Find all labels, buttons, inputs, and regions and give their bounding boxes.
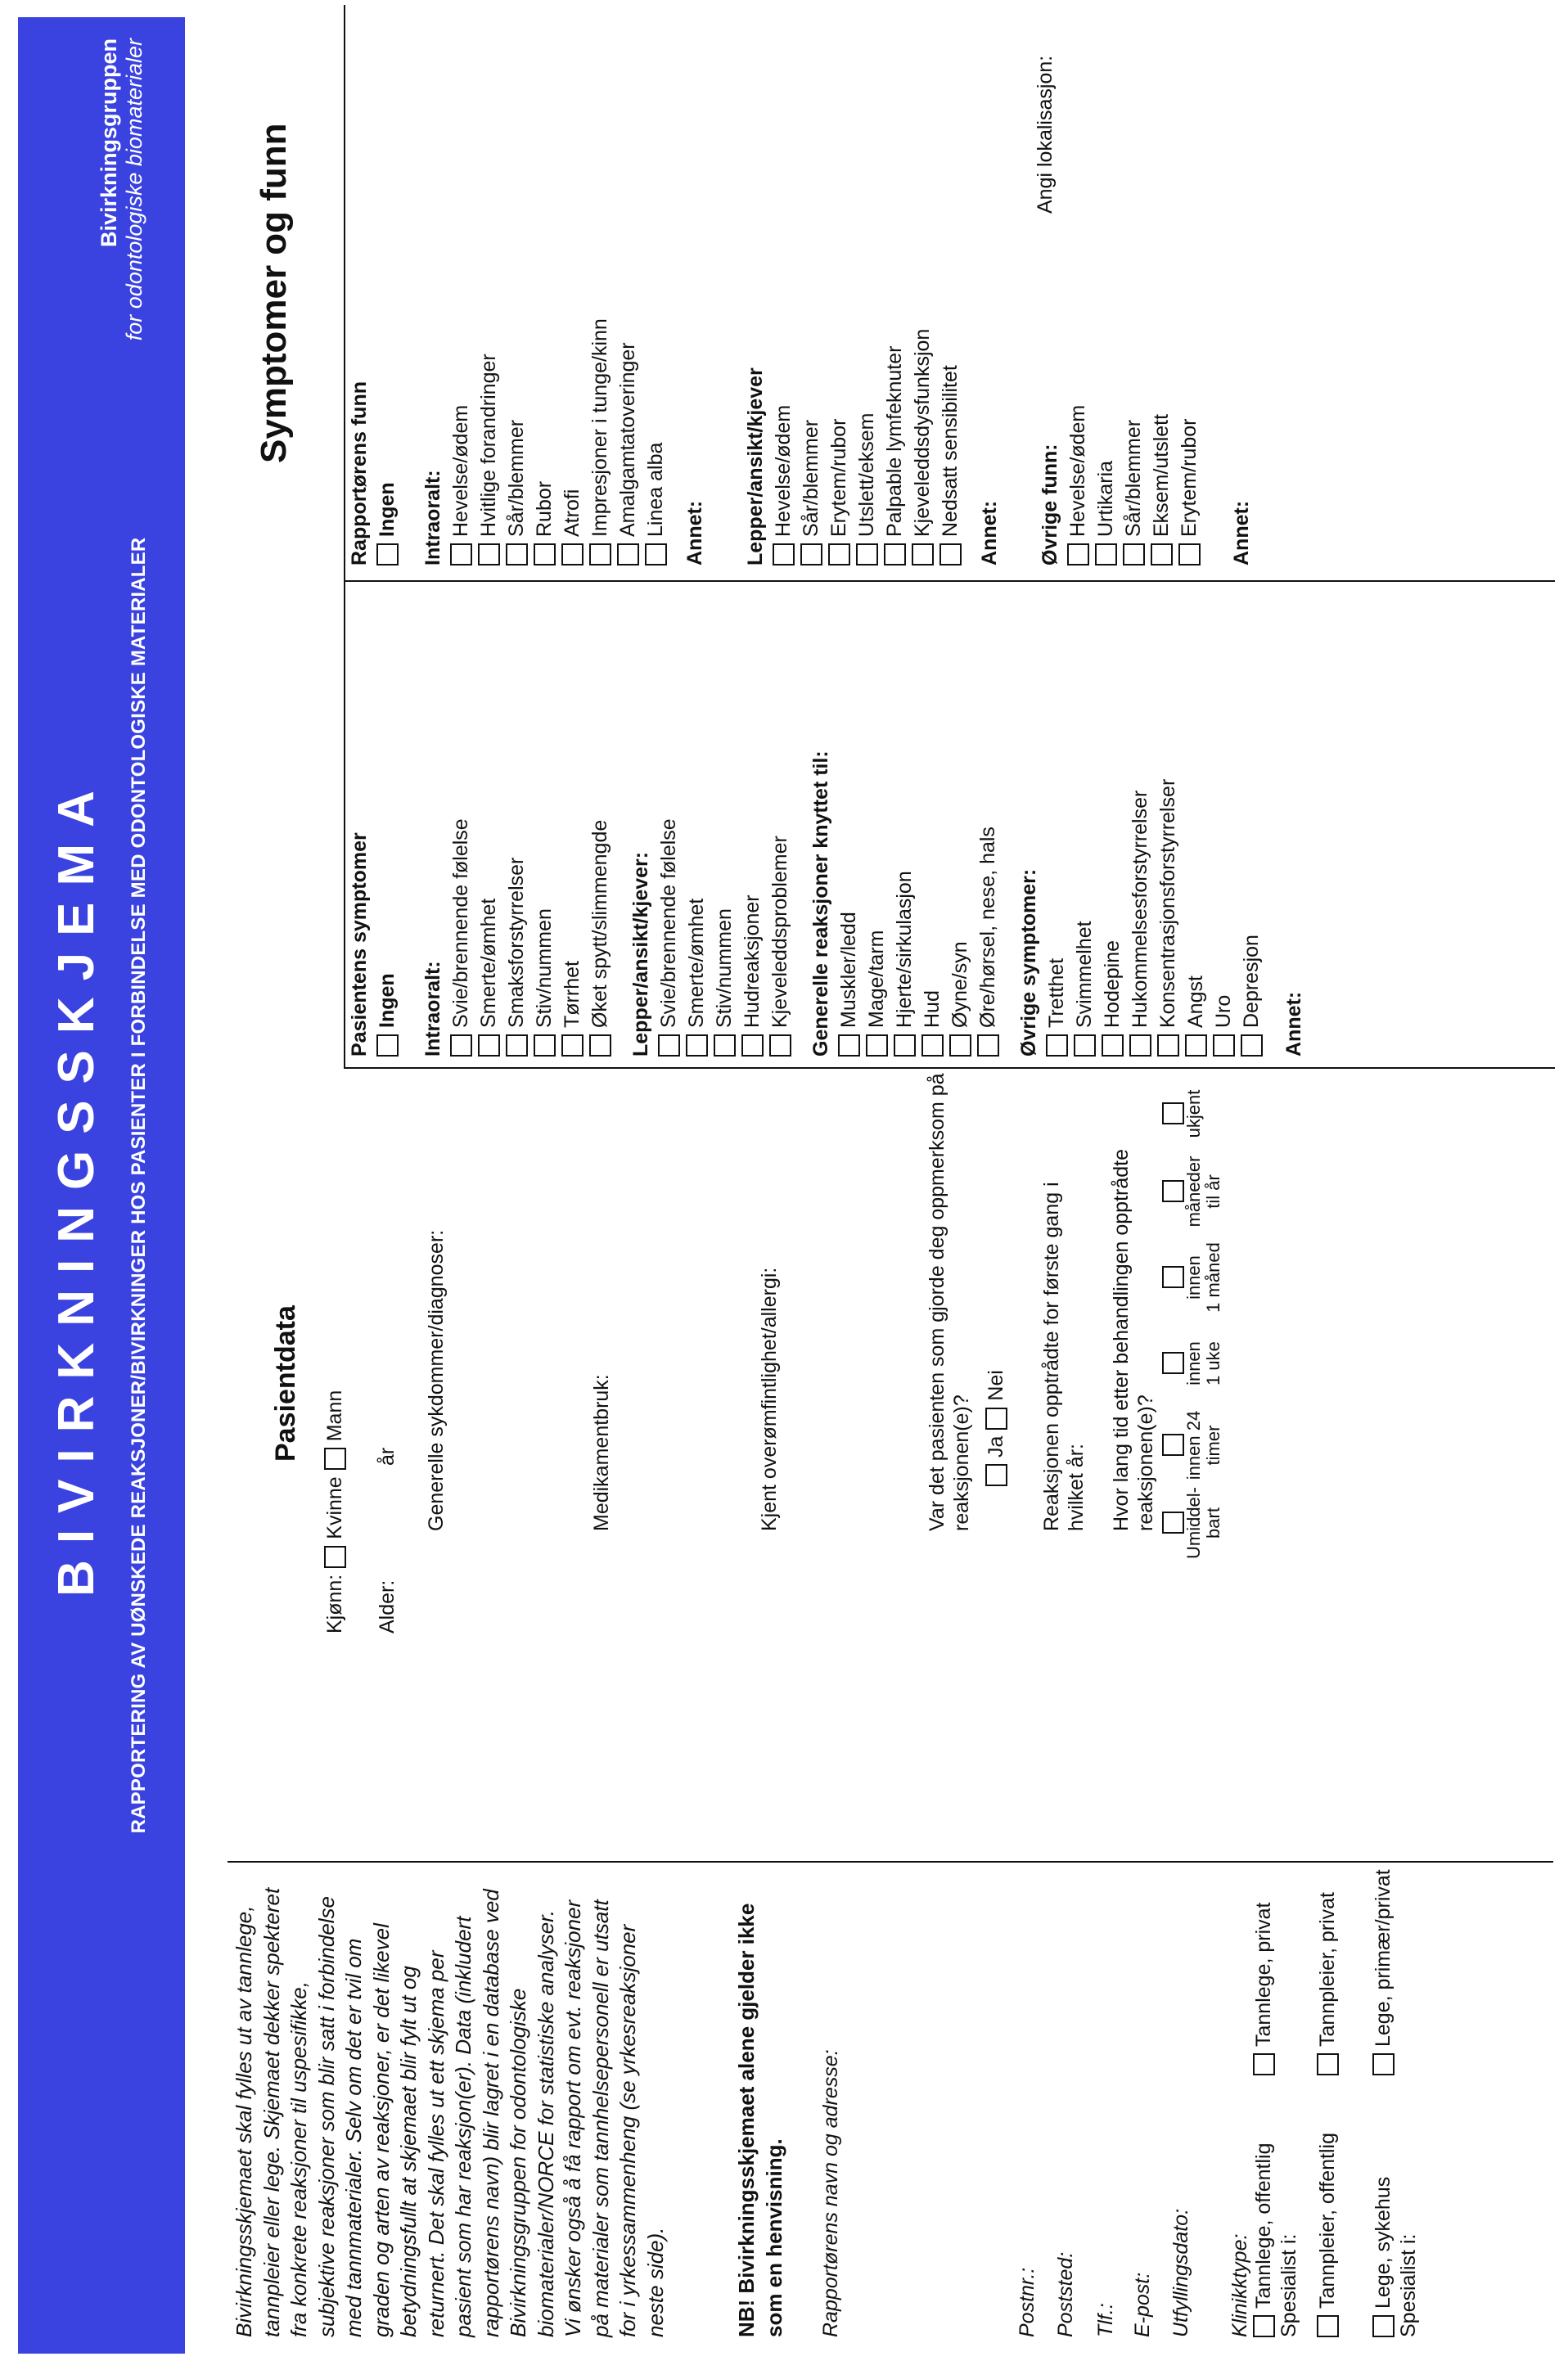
patient-symptoms-column xyxy=(345,590,1308,1057)
nei-checkbox[interactable] xyxy=(985,1408,1007,1430)
patient-ovrige-item[interactable]: Uro xyxy=(1210,590,1237,1057)
patient-ovrige-item[interactable]: Tretthet xyxy=(1043,590,1070,1057)
checkbox[interactable] xyxy=(617,543,639,565)
ja-nei-row: Ja Nei xyxy=(982,1370,1010,1486)
option-tannpleier-privat[interactable]: Tannpleier, privat xyxy=(1313,1892,1341,2075)
checkbox[interactable] xyxy=(478,543,500,565)
checkbox[interactable] xyxy=(1253,2053,1275,2075)
checkbox[interactable] xyxy=(450,1034,472,1057)
medikament-label: Medikamentbruk: xyxy=(590,1374,613,1531)
checkbox[interactable] xyxy=(769,1034,791,1057)
patient-ovrige-item[interactable]: Svimmelhet xyxy=(1070,590,1098,1057)
patient-ingen[interactable]: Ingen xyxy=(373,590,401,1057)
patient-lepper-item[interactable]: Stiv/nummen xyxy=(710,590,738,1057)
patient-ovrige-item[interactable]: Depresjon xyxy=(1237,590,1265,1057)
patient-intraoralt-item[interactable]: Stiv/nummen xyxy=(530,590,558,1057)
reporter-intraoralt-item[interactable]: Sår/blemmer xyxy=(502,17,530,565)
group-name-block xyxy=(97,38,147,340)
option-tannpleier-offentlig[interactable]: Tannpleier, offentlig xyxy=(1313,2133,1341,2337)
checkbox[interactable] xyxy=(884,543,906,565)
checkbox[interactable] xyxy=(478,1034,500,1057)
reporter-ovrige-item[interactable]: Eksem/utslett xyxy=(1147,17,1175,565)
checkbox[interactable] xyxy=(773,543,795,565)
timing-option-2[interactable]: innen 1 uke xyxy=(1162,1327,1223,1400)
kjonn-row: Kjønn: Kvinne Mann xyxy=(322,1390,346,1633)
checkbox[interactable] xyxy=(1253,2315,1275,2337)
checkbox[interactable] xyxy=(714,1034,736,1057)
checkbox[interactable] xyxy=(800,543,822,565)
divider-col3 xyxy=(344,580,1555,582)
ar-label: år xyxy=(376,1447,399,1466)
reporter-ovrige-item[interactable]: Urtikaria xyxy=(1092,17,1120,565)
form-title: BIVIRKNINGSSKJEMA xyxy=(48,774,105,1597)
patient-ovrige-item[interactable]: Angst xyxy=(1182,590,1210,1057)
patient-intraoralt-item[interactable]: Tørrhet xyxy=(558,590,586,1057)
option-lege-sykehus[interactable]: Lege, sykehus xyxy=(1369,2177,1397,2337)
timing-option-0[interactable]: Umiddel- bart xyxy=(1162,1486,1223,1560)
checkbox[interactable] xyxy=(506,543,528,565)
checkbox[interactable] xyxy=(1102,1034,1124,1057)
lokalisasjon-label: Angi lokalisasjon: xyxy=(1034,55,1057,214)
reporter-name-label: Rapportørens navn og adresse: xyxy=(819,2049,842,2337)
hvor-lang-2: reaksjonen(e)? xyxy=(1134,1395,1157,1531)
patient-intraoralt-item[interactable]: Smaksforstyrrelser xyxy=(502,590,530,1057)
r-annet-3: Annet: xyxy=(1230,500,1253,565)
reporter-lepper-item[interactable]: Hevelse/ødem xyxy=(769,17,797,565)
lepper-title: Lepper/ansikt/kjever: xyxy=(629,851,652,1057)
checkbox[interactable] xyxy=(506,1034,528,1057)
allergi-label: Kjent overømfintlighet/allergi: xyxy=(758,1267,781,1531)
checkbox[interactable] xyxy=(1162,1435,1184,1457)
checkbox[interactable] xyxy=(838,1034,860,1057)
r-annet-1: Annet: xyxy=(683,500,706,565)
oppmerksom-q-1: Var det pasienten som gjorde deg oppmerksom på xyxy=(926,1073,948,1531)
patient-generelle-item[interactable]: Hjerte/sirkulasjon xyxy=(890,590,918,1057)
spesialist-label: Spesialist i: xyxy=(1277,2233,1300,2337)
ovrige-symptomer-title: Øvrige symptomer: xyxy=(1017,868,1040,1057)
timing-option-5[interactable]: ukjent xyxy=(1162,1077,1204,1151)
group-name: Bivirkningsgruppen xyxy=(97,38,121,248)
option-tannlege-offentlig[interactable]: Tannlege, offentlig xyxy=(1250,2143,1277,2337)
reporter-lepper-item[interactable]: Kjeveleddsdysfunksjon xyxy=(908,17,936,565)
checkbox[interactable] xyxy=(1178,543,1201,565)
forste-gang-1: Reaksjonen opptrådte for første gang i xyxy=(1040,1182,1063,1531)
checkbox[interactable] xyxy=(658,1034,680,1057)
r-annet-2: Annet: xyxy=(978,500,1001,565)
nb-notice: NB! Bivirkningsskjemaet alene gjelder ikke som en henvisning. xyxy=(734,1903,786,2337)
alder-label: Alder: xyxy=(376,1579,399,1633)
checkbox[interactable] xyxy=(1372,2053,1395,2075)
hvor-lang-1: Hvor lang tid etter behandlingen opptrådte xyxy=(1110,1149,1133,1531)
checkbox[interactable] xyxy=(534,543,556,565)
checkbox[interactable] xyxy=(561,1034,583,1057)
checkbox[interactable] xyxy=(894,1034,916,1057)
checkbox[interactable] xyxy=(1074,1034,1096,1057)
ja-checkbox[interactable] xyxy=(985,1464,1007,1486)
header-banner xyxy=(18,17,185,2354)
patient-intraoralt-item[interactable]: Svie/brennende følelse xyxy=(447,590,475,1057)
checkbox[interactable] xyxy=(1162,1512,1184,1534)
checkbox[interactable] xyxy=(977,1034,999,1057)
reporter-lepper-item[interactable]: Palpable lymfeknuter xyxy=(881,17,908,565)
reporter-lepper-item[interactable]: Erytem/rubor xyxy=(825,17,853,565)
reporter-lepper-item[interactable]: Sår/blemmer xyxy=(797,17,825,565)
intro-text: Bivirkningsskjemaet skal fylles ut av tannlege, tannpleier eller lege. Skjemaet dekker spekteret fra konkrete reaksjoner til uspesifikke, subjektive reaksjoner som blir satt i forbindelse med tannmaterialer. Selv om det er tvil om graden og arten av reaksjoner, er det likevel betydningsfullt at skjemaet blir fylt ut og returnert. Det skal fylles ut ett skjema per pasient som har reaksjon(er). Data (inkludert rapportørens navn) blir lagret i en database ved Bivirkningsgruppen for odontologiske biomaterialer/NORCE for statistiske analyser. Vi ønsker også å få rapport om evt. reaksjoner på materialer som tannhelsepersonell er utsatt for i yrkessammenheng (se yrkesreaksjoner neste side). xyxy=(232,1887,668,2337)
kvinne-checkbox[interactable] xyxy=(324,1546,346,1568)
checkbox[interactable] xyxy=(1067,543,1089,565)
group-tagline: for odontologiske biomaterialer xyxy=(122,38,146,341)
checkbox[interactable] xyxy=(1157,1034,1179,1057)
checkbox[interactable] xyxy=(1213,1034,1235,1057)
option-tannlege-privat[interactable]: Tannlege, privat xyxy=(1250,1902,1277,2075)
tlf-label: Tlf.: xyxy=(1094,2303,1117,2337)
checkbox[interactable] xyxy=(450,543,472,565)
checkbox[interactable] xyxy=(1046,1034,1068,1057)
reporter-intraoralt-item[interactable]: Hvitlige forandringer xyxy=(475,17,502,565)
checkbox[interactable] xyxy=(866,1034,888,1057)
reporter-findings-title: Rapportørens funn xyxy=(348,381,371,565)
patient-lepper-item[interactable]: Hudreaksjoner xyxy=(738,590,766,1057)
patient-annet: Annet: xyxy=(1282,991,1305,1057)
checkbox[interactable] xyxy=(1317,2315,1339,2337)
reporter-findings-column xyxy=(345,17,1255,565)
timing-option-3[interactable]: innen 1 måned xyxy=(1162,1241,1223,1314)
form-subtitle: RAPPORTERING AV UØNSKEDE REAKSJONER/BIVIRKNINGER HOS PASIENTER I FORBINDELSE MED ODONTOLOGISKE MATERIALER xyxy=(128,537,150,1834)
symptoms-heading: Symptomer og funn xyxy=(254,123,294,463)
patient-symptoms-title: Pasientens symptomer xyxy=(348,832,371,1057)
checkbox[interactable] xyxy=(561,543,583,565)
reporter-ovrige-item[interactable]: Hevelse/ødem xyxy=(1064,17,1092,565)
checkbox[interactable] xyxy=(589,1034,611,1057)
reporter-ovrige-item[interactable]: Erytem/rubor xyxy=(1175,17,1203,565)
checkbox[interactable] xyxy=(741,1034,764,1057)
patient-generelle-item[interactable]: Muskler/ledd xyxy=(835,590,863,1057)
checkbox[interactable] xyxy=(1162,1267,1184,1289)
reporter-intraoralt-item[interactable]: Atrofi xyxy=(558,17,586,565)
checkbox[interactable] xyxy=(376,1034,399,1057)
checkbox[interactable] xyxy=(1151,543,1173,565)
checkbox[interactable] xyxy=(645,543,667,565)
reporter-intraoralt-item[interactable]: Hevelse/ødem xyxy=(447,17,475,565)
reporter-intraoralt-item[interactable]: Amalgamtatoveringer xyxy=(614,17,642,565)
patient-ovrige-item[interactable]: Konsentrasjonsforstyrrelser xyxy=(1154,590,1182,1057)
patient-lepper-item[interactable]: Smerte/ømhet xyxy=(683,590,710,1057)
divider-col1 xyxy=(228,1861,1553,1863)
patient-lepper-item[interactable]: Kjeveleddsproblemer xyxy=(766,590,794,1057)
checkbox[interactable] xyxy=(1162,1181,1184,1203)
forste-gang-2: hvilket år: xyxy=(1065,1444,1088,1531)
divider-col2 xyxy=(344,1067,1555,1069)
epost-label: E-post: xyxy=(1131,2272,1154,2337)
checkbox[interactable] xyxy=(1095,543,1117,565)
checkbox[interactable] xyxy=(1185,1034,1207,1057)
checkbox[interactable] xyxy=(589,543,611,565)
postnr-label: Postnr.: xyxy=(1016,2267,1039,2337)
patient-heading: Pasientdata xyxy=(270,1305,301,1462)
patient-ovrige-item[interactable]: Hukommelsesforstyrrelser xyxy=(1126,590,1154,1057)
checkbox[interactable] xyxy=(686,1034,708,1057)
patient-intraoralt-item[interactable]: Smerte/ømhet xyxy=(475,590,502,1057)
checkbox[interactable] xyxy=(1372,2315,1395,2337)
checkbox[interactable] xyxy=(1162,1103,1184,1125)
patient-generelle-item[interactable]: Hud xyxy=(918,590,946,1057)
spesialist-label-2: Spesialist i: xyxy=(1397,2233,1420,2337)
checkbox[interactable] xyxy=(939,543,962,565)
mann-checkbox[interactable] xyxy=(324,1448,346,1470)
patient-generelle-item[interactable]: Øyne/syn xyxy=(946,590,974,1057)
klinikktype-label: Klinikktype: xyxy=(1228,2233,1251,2337)
reporter-ingen[interactable]: Ingen xyxy=(373,17,401,565)
patient-generelle-item[interactable]: Mage/tarm xyxy=(863,590,890,1057)
utfyllingsdato-label: Utfyllingsdato: xyxy=(1169,2208,1192,2337)
r-intraoralt-title: Intraoralt: xyxy=(421,470,444,565)
checkbox[interactable] xyxy=(1162,1353,1184,1375)
checkbox[interactable] xyxy=(921,1034,944,1057)
patient-intraoralt-item[interactable]: Øket spytt/slimmengde xyxy=(586,590,614,1057)
option-lege-primaer[interactable]: Lege, primær/privat xyxy=(1369,1869,1397,2075)
timing-option-4[interactable]: måneder til år xyxy=(1162,1155,1223,1228)
checkbox[interactable] xyxy=(1129,1034,1151,1057)
patient-lepper-item[interactable]: Svie/brennende følelse xyxy=(655,590,683,1057)
reporter-intraoralt-item[interactable]: Rubor xyxy=(530,17,558,565)
r-ovrige-title: Øvrige funn: xyxy=(1039,444,1061,565)
intraoralt-title: Intraoralt: xyxy=(421,961,444,1057)
reporter-intraoralt-item[interactable]: Linea alba xyxy=(642,17,669,565)
checkbox[interactable] xyxy=(1123,543,1145,565)
reporter-ovrige-item[interactable]: Sår/blemmer xyxy=(1120,17,1147,565)
patient-ovrige-item[interactable]: Hodepine xyxy=(1098,590,1126,1057)
reporter-intraoralt-item[interactable]: Impresjoner i tunge/kinn xyxy=(586,17,614,565)
checkbox[interactable] xyxy=(376,543,399,565)
checkbox[interactable] xyxy=(949,1034,971,1057)
generelle-title: Generelle reaksjoner knyttet til: xyxy=(809,750,832,1057)
timing-option-1[interactable]: innen 24 timer xyxy=(1162,1408,1223,1482)
oppmerksom-q-2: reaksjonen(e)? xyxy=(950,1395,973,1531)
checkbox[interactable] xyxy=(1317,2053,1339,2075)
reporter-lepper-item[interactable]: Utslett/eksem xyxy=(853,17,881,565)
checkbox[interactable] xyxy=(828,543,850,565)
checkbox[interactable] xyxy=(912,543,934,565)
r-lepper-title: Lepper/ansikt/kjever xyxy=(744,367,767,565)
sykdommer-label: Generelle sykdommer/diagnoser: xyxy=(425,1229,448,1531)
checkbox[interactable] xyxy=(534,1034,556,1057)
checkbox[interactable] xyxy=(856,543,878,565)
poststed-label: Poststed: xyxy=(1054,2251,1077,2337)
patient-generelle-item[interactable]: Øre/hørsel, nese, hals xyxy=(974,590,1002,1057)
checkbox[interactable] xyxy=(1241,1034,1263,1057)
reporter-lepper-item[interactable]: Nedsatt sensibilitet xyxy=(936,17,964,565)
